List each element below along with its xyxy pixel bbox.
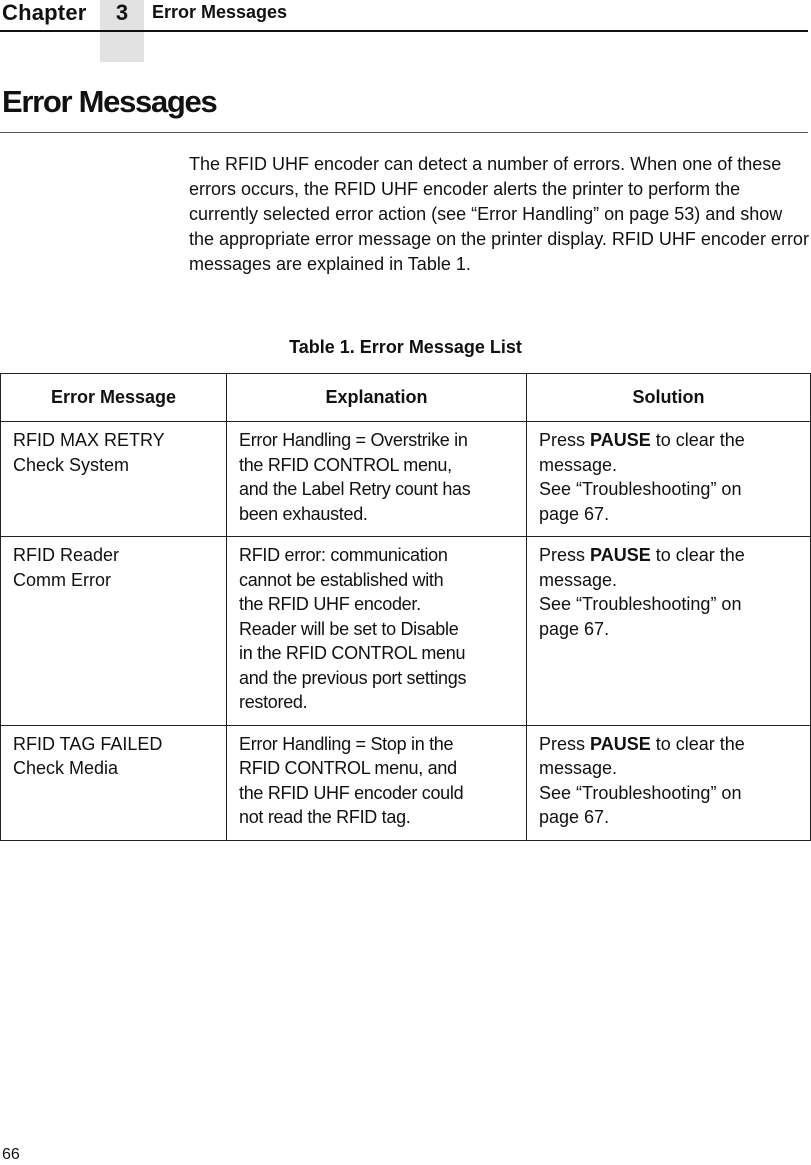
error-message-table [0, 373, 811, 841]
page-title: Error Messages [2, 84, 217, 119]
error-message-line: RFID MAX RETRY [13, 430, 165, 450]
solution-line: message. [539, 569, 618, 590]
solution-line: message. [539, 758, 618, 778]
page-number: 66 [2, 1146, 20, 1163]
solution-line: page 67. [539, 618, 610, 639]
explanation-line: cannot be established with [239, 569, 444, 590]
explanation-line: and the previous port settings [239, 667, 467, 688]
solution-line: page 67. [539, 807, 610, 827]
solution-rest: to clear the [655, 430, 745, 450]
explanation-line: restored. [239, 692, 308, 712]
explanation-line: been exhausted. [239, 503, 368, 524]
explanation-line: RFID CONTROL menu, and [239, 758, 457, 778]
explanation-line: Error Handling = Stop in the [239, 733, 454, 754]
column-header-error-message: Error Message [1, 374, 227, 422]
explanation-line: the RFID UHF encoder. [239, 594, 421, 614]
table-row [1, 537, 811, 726]
solution-line: See “Troubleshooting” on [539, 782, 742, 803]
explanation-line: Error Handling = Overstrike in [239, 430, 468, 450]
explanation-cell [227, 422, 527, 537]
table-header-row [1, 374, 811, 422]
running-title: Error Messages [152, 2, 288, 22]
explanation-cell [227, 725, 527, 840]
pause-key: PAUSE [590, 430, 651, 450]
solution-press: Press [539, 430, 586, 450]
solution-rest: to clear the [655, 545, 745, 565]
table-caption: Table 1. Error Message List [289, 337, 522, 357]
solution-line: See “Troubleshooting” on [539, 479, 742, 499]
solution-line [539, 543, 800, 568]
header-rule [0, 30, 808, 32]
column-header-solution: Solution [527, 374, 811, 422]
error-message-cell [1, 422, 227, 537]
explanation-line: Reader will be set to Disable [239, 618, 459, 639]
error-message-cell [1, 537, 227, 726]
chapter-label: Chapter [2, 0, 87, 25]
explanation-line: the RFID CONTROL menu, [239, 454, 452, 475]
explanation-line: RFID error: communication [239, 545, 448, 565]
explanation-line: not read the RFID tag. [239, 807, 411, 827]
error-message-line: RFID Reader [13, 545, 120, 565]
error-message-line: Check Media [13, 758, 119, 778]
table-row [1, 422, 811, 537]
solution-line: page 67. [539, 503, 610, 524]
solution-cell [527, 537, 811, 726]
explanation-cell [227, 537, 527, 726]
error-message-cell [1, 725, 227, 840]
solution-line [539, 732, 800, 757]
explanation-line: the RFID UHF encoder could [239, 782, 464, 803]
pause-key: PAUSE [590, 733, 651, 754]
error-message-line: Comm Error [13, 569, 111, 590]
error-message-line: Check System [13, 454, 130, 475]
solution-press: Press [539, 545, 586, 565]
error-message-line: RFID TAG FAILED [13, 733, 163, 754]
page-header [0, 0, 808, 62]
pause-key: PAUSE [590, 545, 651, 565]
solution-press: Press [539, 733, 586, 754]
solution-line: See “Troubleshooting” on [539, 594, 742, 614]
solution-rest: to clear the [655, 733, 745, 754]
column-header-explanation: Explanation [227, 374, 527, 422]
chapter-number: 3 [115, 0, 129, 25]
solution-line [539, 428, 800, 453]
solution-line: message. [539, 454, 618, 475]
solution-cell [527, 725, 811, 840]
solution-cell [527, 422, 811, 537]
intro-paragraph: The RFID UHF encoder can detect a number of errors. When one of these errors occurs, the RFID UHF encoder alerts the printer to perform the currently selected error action (see “Error Handling” on page 53) and show the appropriate error message on the printer display. RFID UHF encoder error messages are explained in Table 1. [189, 154, 809, 274]
table-row [1, 725, 811, 840]
title-rule [0, 132, 808, 133]
explanation-line: in the RFID CONTROL menu [239, 643, 466, 663]
explanation-line: and the Label Retry count has [239, 479, 471, 499]
